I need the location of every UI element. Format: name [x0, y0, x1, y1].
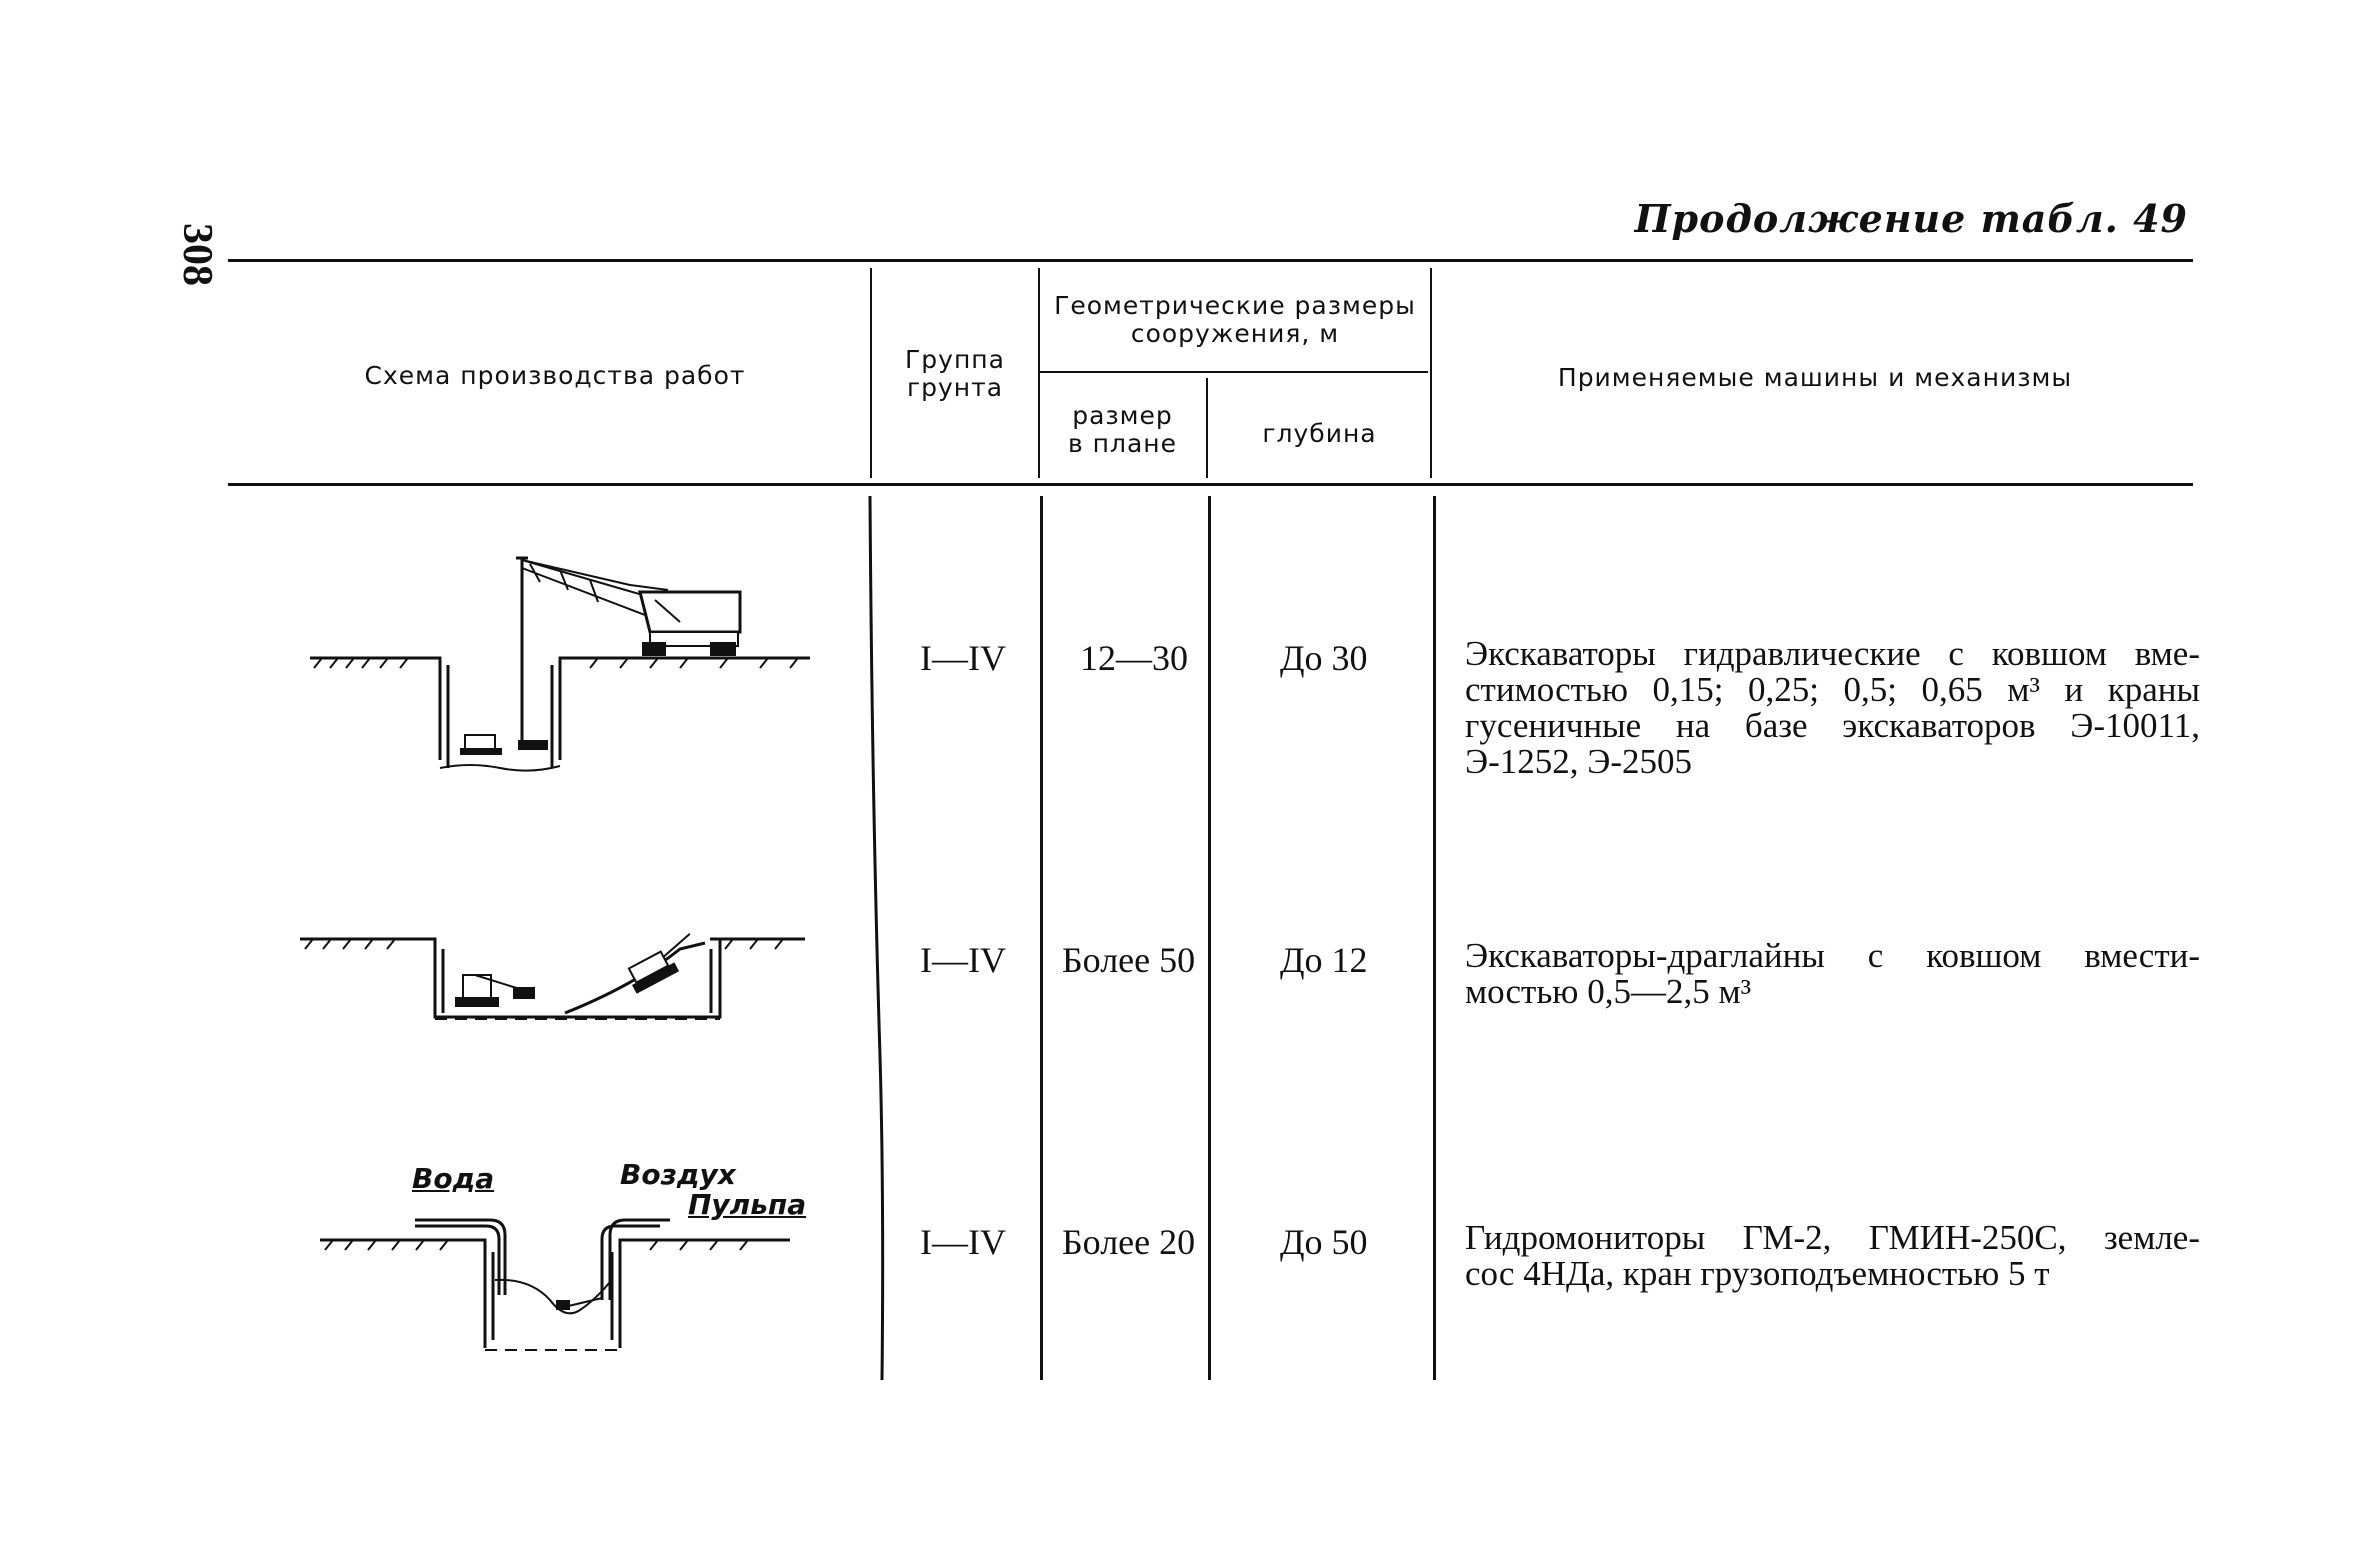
row1-machines-line4: Э-1252, Э-2505	[1465, 742, 1693, 781]
row1-machines-line1: Экскаваторы гидравлические с ковшом вме-	[1465, 634, 2200, 673]
page-number: 308	[174, 223, 220, 286]
sketch-excavation-crane	[300, 540, 820, 780]
header-divider-2	[1038, 268, 1040, 478]
row1-plan-size: 12—30	[1080, 638, 1188, 678]
header-scheme: Схема производства работ	[364, 361, 746, 390]
header-depth: глубина	[1262, 419, 1377, 448]
header-divider-1	[870, 268, 872, 478]
header-plan-size	[1045, 402, 1200, 458]
row1-machines-line3: гусеничные на базе экскаваторов Э-10011,	[1465, 706, 2200, 745]
body-divider-4	[1433, 496, 1436, 1380]
row1-soil-group: I—IV	[920, 638, 1006, 678]
body-divider-2	[1040, 496, 1043, 1380]
row2-soil-group: I—IV	[920, 940, 1006, 980]
sketch-label-air: Воздух	[620, 1158, 736, 1191]
row2-machines-line2: мостью 0,5—2,5 м³	[1465, 972, 1752, 1011]
row3-machines-line1: Гидромониторы ГМ-2, ГМИН-250С, земле-	[1465, 1218, 2200, 1257]
sketch-label-water: Вода	[412, 1162, 495, 1195]
header-geometry-line2: сооружения, м	[1130, 319, 1340, 348]
header-plan-size-line1: размер	[1072, 401, 1173, 430]
header-soil-group	[880, 346, 1030, 402]
row3-depth: До 50	[1280, 1222, 1368, 1262]
body-divider-1	[860, 496, 890, 1380]
body-divider-3	[1208, 496, 1211, 1380]
row2-machines	[1465, 938, 2200, 1010]
row3-machines	[1465, 1220, 2200, 1292]
header-divider-3	[1206, 378, 1208, 478]
header-geometry-line1: Геометрические размеры	[1054, 291, 1416, 320]
row2-plan-size: Более 50	[1062, 940, 1196, 980]
table-header-bottom-rule	[228, 483, 2193, 486]
row2-depth: До 12	[1280, 940, 1368, 980]
table-top-rule	[228, 259, 2193, 262]
sketch-dragline-pit	[295, 915, 815, 1035]
header-soil-group-line1: Группа	[905, 345, 1005, 374]
row3-soil-group: I—IV	[920, 1222, 1006, 1262]
row1-depth: До 30	[1280, 638, 1368, 678]
row2-machines-line1: Экскаваторы-драглайны с ковшом вмести-	[1465, 936, 2200, 975]
geometry-subheader-rule	[1040, 371, 1428, 373]
sketch-label-pulp: Пульпа	[688, 1188, 807, 1221]
row1-machines-line2: стимостью 0,15; 0,25; 0,5; 0,65 м³ и краны	[1465, 670, 2200, 709]
table-continuation-title: Продолжение табл. 49	[1634, 196, 2188, 241]
header-divider-4	[1430, 268, 1432, 478]
header-soil-group-line2: грунта	[906, 373, 1004, 402]
row1-machines	[1465, 636, 2200, 780]
header-geometry	[1045, 292, 1425, 348]
row3-machines-line2: сос 4НДа, кран грузоподъемностью 5 т	[1465, 1254, 2050, 1293]
header-machines: Применяемые машины и механизмы	[1557, 363, 2073, 392]
row3-plan-size: Более 20	[1062, 1222, 1196, 1262]
header-plan-size-line2: в плане	[1067, 429, 1178, 458]
